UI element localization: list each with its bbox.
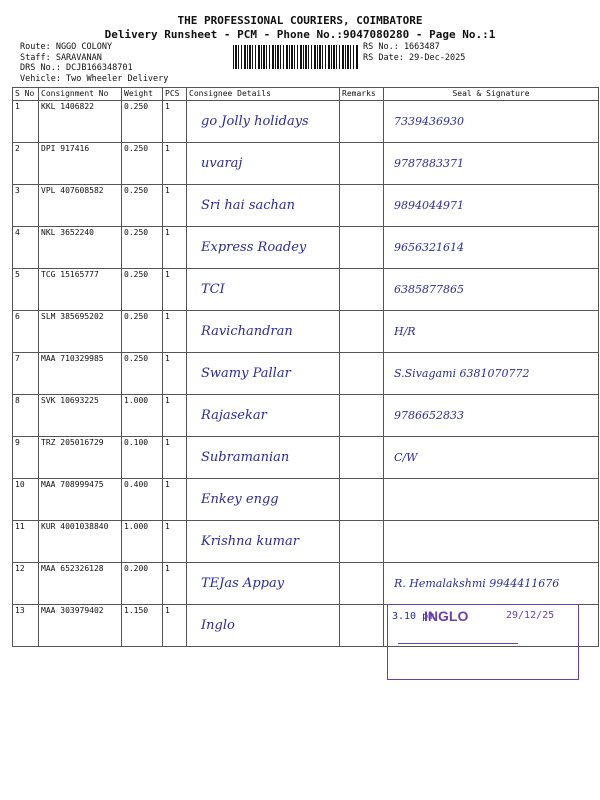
cell-weight: 0.250 — [122, 269, 163, 311]
runsheet-table — [12, 87, 599, 647]
table-row — [13, 101, 599, 143]
cell-consignment-no: SVK 10693225 — [39, 395, 122, 437]
cell-sno: 12 — [13, 563, 39, 605]
col-consignment: Consignment No — [39, 88, 122, 101]
runsheet-title: THE PROFESSIONAL COURIERS, COIMBATORE — [177, 14, 423, 27]
cell-remarks — [340, 269, 384, 311]
cell-sno: 2 — [13, 143, 39, 185]
rs-number: RS No.: 1663487 — [363, 42, 440, 52]
cell-sno: 1 — [13, 101, 39, 143]
cell-weight: 0.400 — [122, 479, 163, 521]
cell-sno: 9 — [13, 437, 39, 479]
cell-remarks — [340, 185, 384, 227]
cell-pcs: 1 — [163, 101, 187, 143]
delivery-stamp — [387, 604, 579, 680]
vehicle-label: Vehicle: Two Wheeler Delivery — [20, 73, 169, 84]
cell-weight: 1.150 — [122, 605, 163, 647]
col-sno: S No — [13, 88, 39, 101]
cell-consignment-no: MAA 652326128 — [39, 563, 122, 605]
cell-consignment-no: MAA 710329985 — [39, 353, 122, 395]
col-remarks: Remarks — [340, 88, 384, 101]
cell-consignment-no: TCG 15165777 — [39, 269, 122, 311]
table-row — [13, 143, 599, 185]
cell-pcs: 1 — [163, 605, 187, 647]
cell-signature: 9787883371 — [384, 143, 599, 185]
meta-right — [363, 42, 465, 63]
drs-label: DRS No.: DCJB166348701 — [20, 63, 133, 73]
cell-remarks — [340, 353, 384, 395]
cell-consignee: TCI — [187, 269, 340, 311]
cell-sno: 13 — [13, 605, 39, 647]
cell-sno: 6 — [13, 311, 39, 353]
cell-remarks — [340, 311, 384, 353]
barcode-icon — [233, 45, 358, 69]
table-row — [13, 479, 599, 521]
cell-weight: 0.200 — [122, 563, 163, 605]
cell-sno: 4 — [13, 227, 39, 269]
cell-pcs: 1 — [163, 269, 187, 311]
table-row — [13, 311, 599, 353]
cell-signature — [384, 479, 599, 521]
cell-pcs: 1 — [163, 143, 187, 185]
cell-pcs: 1 — [163, 521, 187, 563]
stamp-name: INGLO — [424, 608, 469, 624]
cell-consignment-no: SLM 385695202 — [39, 311, 122, 353]
table-row — [13, 269, 599, 311]
cell-weight: 1.000 — [122, 395, 163, 437]
cell-signature: 9786652833 — [384, 395, 599, 437]
cell-consignee: Swamy Pallar — [187, 353, 340, 395]
cell-consignee: Express Roadey — [187, 227, 340, 269]
col-weight: Weight — [122, 88, 163, 101]
cell-consignment-no: MAA 303979402 — [39, 605, 122, 647]
cell-sno: 8 — [13, 395, 39, 437]
cell-remarks — [340, 479, 384, 521]
cell-pcs: 1 — [163, 479, 187, 521]
cell-consignee: TEJas Appay — [187, 563, 340, 605]
cell-remarks — [340, 521, 384, 563]
cell-consignee: Subramanian — [187, 437, 340, 479]
cell-consignee: go Jolly holidays — [187, 101, 340, 143]
cell-signature: C/W — [384, 437, 599, 479]
runsheet-subtitle: Delivery Runsheet - PCM - Phone No.:9047080280 - Page No.:1 — [104, 28, 496, 41]
table-header — [13, 88, 599, 101]
route-label: Route: NGGO COLONY — [20, 42, 113, 52]
col-consignee: Consignee Details — [187, 88, 340, 101]
cell-pcs: 1 — [163, 185, 187, 227]
table-row — [13, 395, 599, 437]
cell-remarks — [340, 101, 384, 143]
cell-sno: 11 — [13, 521, 39, 563]
cell-signature: H/R — [384, 311, 599, 353]
cell-signature: R. Hemalakshmi 9944411676 — [384, 563, 599, 605]
cell-weight: 0.250 — [122, 101, 163, 143]
cell-pcs: 1 — [163, 353, 187, 395]
cell-consignee: Ravichandran — [187, 311, 340, 353]
col-signature: Seal & Signature — [384, 88, 599, 101]
staff-label: Staff: SARAVANAN — [20, 52, 102, 63]
cell-pcs: 1 — [163, 395, 187, 437]
cell-remarks — [340, 395, 384, 437]
cell-pcs: 1 — [163, 563, 187, 605]
cell-signature: 6385877865 — [384, 269, 599, 311]
meta-left — [20, 42, 168, 84]
cell-sno: 3 — [13, 185, 39, 227]
cell-weight: 0.250 — [122, 311, 163, 353]
cell-consignment-no: KUR 4001038840 — [39, 521, 122, 563]
cell-signature: 7339436930 — [384, 101, 599, 143]
cell-remarks — [340, 227, 384, 269]
cell-weight: 0.100 — [122, 437, 163, 479]
rs-date: RS Date: 29-Dec-2025 — [363, 52, 466, 63]
cell-consignee: Sri hai sachan — [187, 185, 340, 227]
cell-sno: 7 — [13, 353, 39, 395]
cell-sno: 10 — [13, 479, 39, 521]
cell-signature: S.Sivagami 6381070772 — [384, 353, 599, 395]
cell-signature — [384, 521, 599, 563]
stamp-divider — [398, 643, 518, 644]
cell-remarks — [340, 437, 384, 479]
stamp-date: 29/12/25 — [506, 610, 555, 621]
cell-consignment-no: VPL 407608582 — [39, 185, 122, 227]
cell-consignment-no: DPI 917416 — [39, 143, 122, 185]
cell-sno: 5 — [13, 269, 39, 311]
cell-consignee: Rajasekar — [187, 395, 340, 437]
table-row — [13, 521, 599, 563]
table-row — [13, 227, 599, 269]
cell-pcs: 1 — [163, 437, 187, 479]
cell-signature: 9656321614 — [384, 227, 599, 269]
cell-remarks — [340, 563, 384, 605]
cell-consignment-no: MAA 708999475 — [39, 479, 122, 521]
cell-weight: 0.250 — [122, 185, 163, 227]
cell-consignment-no: KKL 1406822 — [39, 101, 122, 143]
cell-weight: 0.250 — [122, 353, 163, 395]
cell-consignee: Inglo — [187, 605, 340, 647]
table-row — [13, 185, 599, 227]
cell-pcs: 1 — [163, 311, 187, 353]
cell-consignment-no: NKL 3652240 — [39, 227, 122, 269]
cell-remarks — [340, 143, 384, 185]
cell-consignee: Enkey engg — [187, 479, 340, 521]
table-row — [13, 437, 599, 479]
cell-consignment-no: TRZ 205016729 — [39, 437, 122, 479]
cell-weight: 0.250 — [122, 227, 163, 269]
col-pcs: PCS — [163, 88, 187, 101]
cell-consignee: Krishna kumar — [187, 521, 340, 563]
cell-signature: 9894044971 — [384, 185, 599, 227]
cell-weight: 0.250 — [122, 143, 163, 185]
cell-remarks — [340, 605, 384, 647]
cell-weight: 1.000 — [122, 521, 163, 563]
cell-consignee: uvaraj — [187, 143, 340, 185]
cell-pcs: 1 — [163, 227, 187, 269]
table-row — [13, 353, 599, 395]
table-row — [13, 563, 599, 605]
stamp-time: 3.10 pm — [392, 611, 435, 622]
